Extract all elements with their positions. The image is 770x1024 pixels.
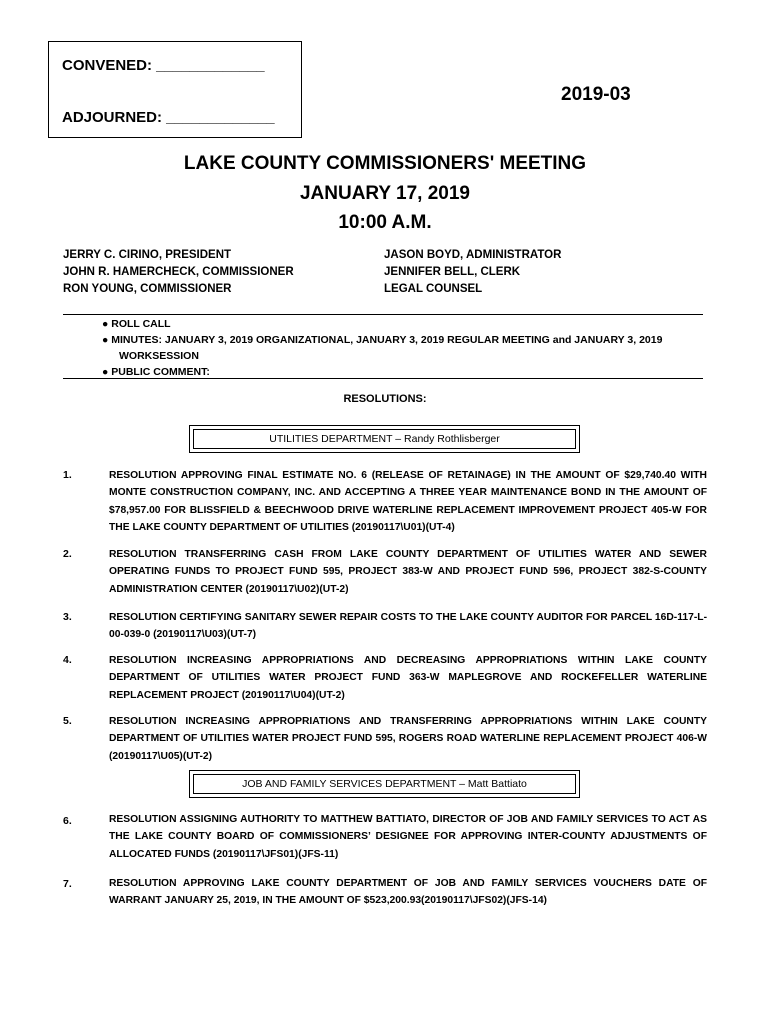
roll-call: ● ROLL CALL xyxy=(102,318,171,330)
item-number: 2. xyxy=(63,548,72,560)
official-administrator: JASON BOYD, ADMINISTRATOR xyxy=(384,249,562,261)
item-number: 3. xyxy=(63,611,72,623)
official-president: JERRY C. CIRINO, PRESIDENT xyxy=(63,249,232,261)
item-text: RESOLUTION INCREASING APPROPRIATIONS AND TRANSFERRING APPROPRIATIONS WITHIN LAKE COUNTY DEPARTMENT OF UTILITIES WATER PROJECT FUND 595, ROGERS ROAD WATERLINE REPLACEMENT PROJECT 406-W (20190117\U05)(UT-2) xyxy=(109,716,707,762)
officials-right xyxy=(384,247,561,298)
item-number: 7. xyxy=(63,878,72,890)
convened-label: CONVENED: _____________ xyxy=(62,57,265,74)
utilities-department-label: UTILITIES DEPARTMENT – Randy Rothlisberger xyxy=(193,429,576,449)
meeting-time: 10:00 A.M. xyxy=(338,212,432,233)
minutes-continued: WORKSESSION xyxy=(119,350,199,362)
official-clerk: JENNIFER BELL, CLERK xyxy=(384,266,521,278)
divider-bottom xyxy=(63,378,703,379)
jfs-department-label: JOB AND FAMILY SERVICES DEPARTMENT – Matt Battiato xyxy=(193,774,576,794)
item-text: RESOLUTION APPROVING FINAL ESTIMATE NO. 6 (RELEASE OF RETAINAGE) IN THE AMOUNT OF $29,740.40 WITH MONTE CONSTRUCTION COMPANY, INC. AND ACCEPTING A THREE YEAR MAINTENANCE BOND IN THE AMOUNT OF $78,957.00 FOR BLISSFIELD & BEECHWOOD DRIVE WATERLINE REPLACEMENT IMPROVEMENT PROJECT 405-W FOR THE LAKE COUNTY DEPARTMENT OF UTILITIES (20190117\U01)(UT-4) xyxy=(109,470,707,533)
item-text: RESOLUTION TRANSFERRING CASH FROM LAKE COUNTY DEPARTMENT OF UTILITIES WATER AND SEWER OPERATING FUNDS TO PROJECT FUND 595, PROJECT 383-W AND PROJECT FUND 596, PROJECT 382-S-COUNTY ADMINISTRATION CENTER (20190117\U02)(UT-2) xyxy=(109,549,707,595)
agenda-bullets xyxy=(102,316,702,380)
item-text: RESOLUTION ASSIGNING AUTHORITY TO MATTHEW BATTIATO, DIRECTOR OF JOB AND FAMILY SERVICES TO ACT AS THE LAKE COUNTY BOARD OF COMMISSIONERS’ DESIGNEE FOR APPROVING INTER-COUNTY ADJUSTMENTS OF ALLOCATED FUNDS (20190117\JFS01)(JFS-11) xyxy=(109,814,707,860)
document-number: 2019-03 xyxy=(561,84,631,105)
utilities-department-box xyxy=(189,425,580,453)
item-text: RESOLUTION APPROVING LAKE COUNTY DEPARTMENT OF JOB AND FAMILY SERVICES VOUCHERS DATE OF WARRANT JANUARY 25, 2019, IN THE AMOUNT OF $523,200.93(20190117\JFS02)(JFS-14) xyxy=(109,878,707,907)
item-number: 6. xyxy=(63,815,72,827)
official-commissioner-2: RON YOUNG, COMMISSIONER xyxy=(63,283,232,295)
officials-left xyxy=(63,247,294,298)
meeting-date: JANUARY 17, 2019 xyxy=(299,183,471,204)
public-comment: ● PUBLIC COMMENT: xyxy=(102,366,210,378)
item-text: RESOLUTION INCREASING APPROPRIATIONS AND DECREASING APPROPRIATIONS WITHIN LAKE COUNTY DEPARTMENT OF UTILITIES WATER PROJECT FUND 363-W MAPLEGROVE AND ROCKEFELLER WATERLINE REPLACEMENT PROJECT (20190117\U04)(UT-2) xyxy=(109,655,707,701)
adjourned-label: ADJOURNED: _____________ xyxy=(62,109,275,126)
divider-top xyxy=(63,314,703,315)
item-number: 4. xyxy=(63,654,72,666)
meeting-title: LAKE COUNTY COMMISSIONERS' MEETING xyxy=(183,153,587,174)
jfs-department-box xyxy=(189,770,580,798)
official-commissioner-1: JOHN R. HAMERCHECK, COMMISSIONER xyxy=(63,266,294,278)
minutes: ● MINUTES: JANUARY 3, 2019 ORGANIZATIONAL, JANUARY 3, 2019 REGULAR MEETING and JANUARY 3, 2019 xyxy=(102,334,663,346)
item-number: 1. xyxy=(63,469,72,481)
official-legal-counsel: LEGAL COUNSEL xyxy=(384,283,483,295)
item-text: RESOLUTION CERTIFYING SANITARY SEWER REPAIR COSTS TO THE LAKE COUNTY AUDITOR FOR PARCEL 16D-117-L-00-039-0 (20190117\U03)(UT-7) xyxy=(109,612,707,641)
resolutions-heading: RESOLUTIONS: xyxy=(343,393,427,405)
item-number: 5. xyxy=(63,715,72,727)
